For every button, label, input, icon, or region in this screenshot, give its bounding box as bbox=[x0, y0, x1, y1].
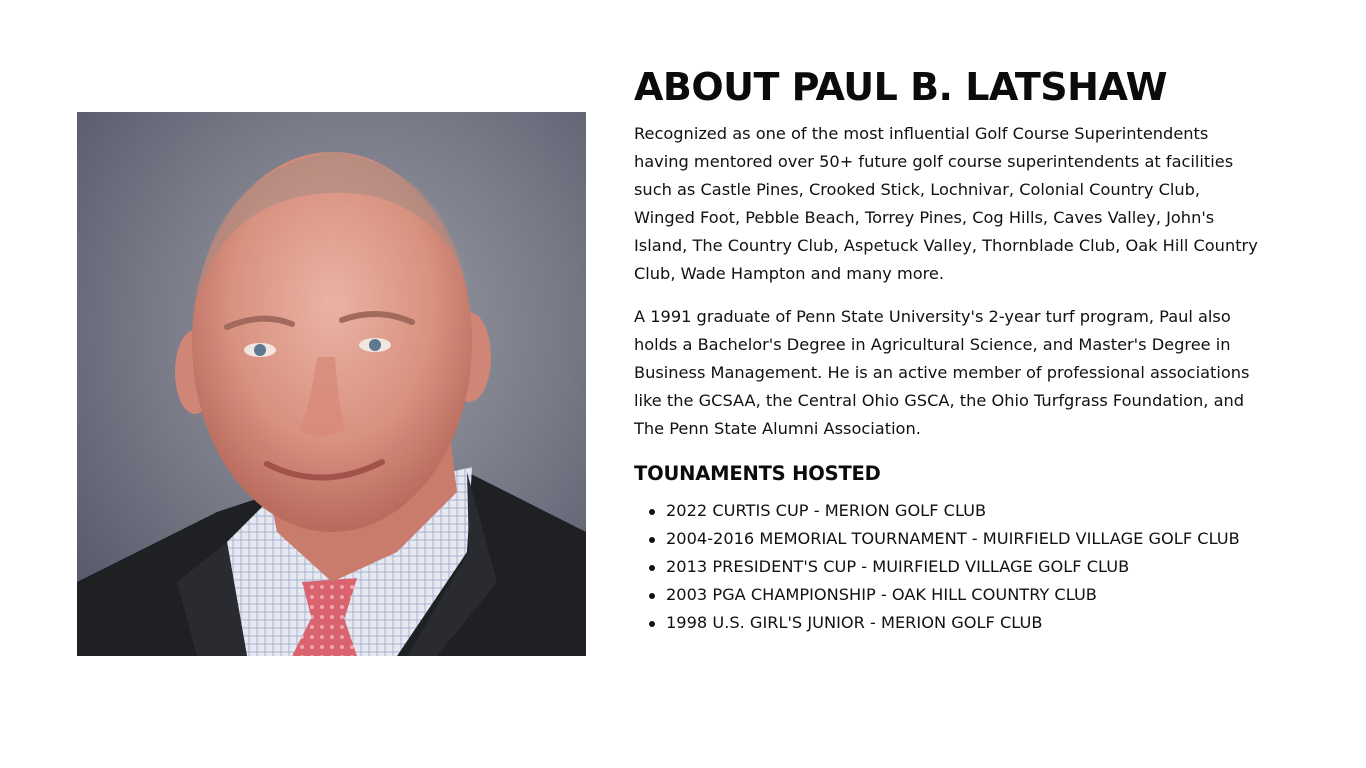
tournament-label: 2004-2016 MEMORIAL TOURNAMENT - MUIRFIELD VILLAGE GOLF CLUB bbox=[666, 529, 1240, 548]
list-item bbox=[634, 497, 1354, 525]
tournament-label: 2003 PGA CHAMPIONSHIP - OAK HILL COUNTRY CLUB bbox=[666, 585, 1097, 604]
bullet-icon bbox=[649, 593, 655, 599]
portrait-illustration bbox=[77, 112, 586, 656]
tournaments-list bbox=[634, 497, 1354, 637]
page-title: ABOUT PAUL B. LATSHAW bbox=[634, 65, 1168, 109]
about-section bbox=[634, 64, 1354, 637]
tournament-label: 2022 CURTIS CUP - MERION GOLF CLUB bbox=[666, 501, 987, 520]
tournaments-heading: TOUNAMENTS HOSTED bbox=[634, 462, 881, 485]
list-item bbox=[634, 553, 1354, 581]
tournament-label: 1998 U.S. GIRL'S JUNIOR - MERION GOLF CLUB bbox=[666, 613, 1043, 632]
bullet-icon bbox=[649, 509, 655, 515]
bullet-icon bbox=[649, 565, 655, 571]
bullet-icon bbox=[649, 621, 655, 627]
bullet-icon bbox=[649, 537, 655, 543]
tournament-label: 2013 PRESIDENT'S CUP - MUIRFIELD VILLAGE GOLF CLUB bbox=[666, 557, 1130, 576]
list-item bbox=[634, 609, 1354, 637]
list-item bbox=[634, 525, 1354, 553]
bio-paragraph-2: A 1991 graduate of Penn State University's 2-year turf program, Paul also holds a Bachelor's Degree in Agricultural Science, and Master's Degree in Business Management. He is an active member of professional associations like the GCSAA, the Central Ohio GSCA, the Ohio Turfgrass Foundation, and The Penn State Alumni Association. bbox=[634, 307, 1250, 438]
list-item bbox=[634, 581, 1354, 609]
bio-paragraph-1: Recognized as one of the most influential Golf Course Superintendents having mentored over 50+ future golf course superintendents at facilities such as Castle Pines, Crooked Stick, Lochnivar, Colonial Country Club, Winged Foot, Pebble Beach, Torrey Pines, Cog Hills, Caves Valley, John's Island, The Country Club, Aspetuck Valley, Thornblade Club, Oak Hill Country Club, Wade Hampton and many more. bbox=[634, 124, 1258, 283]
portrait-photo bbox=[77, 112, 586, 656]
